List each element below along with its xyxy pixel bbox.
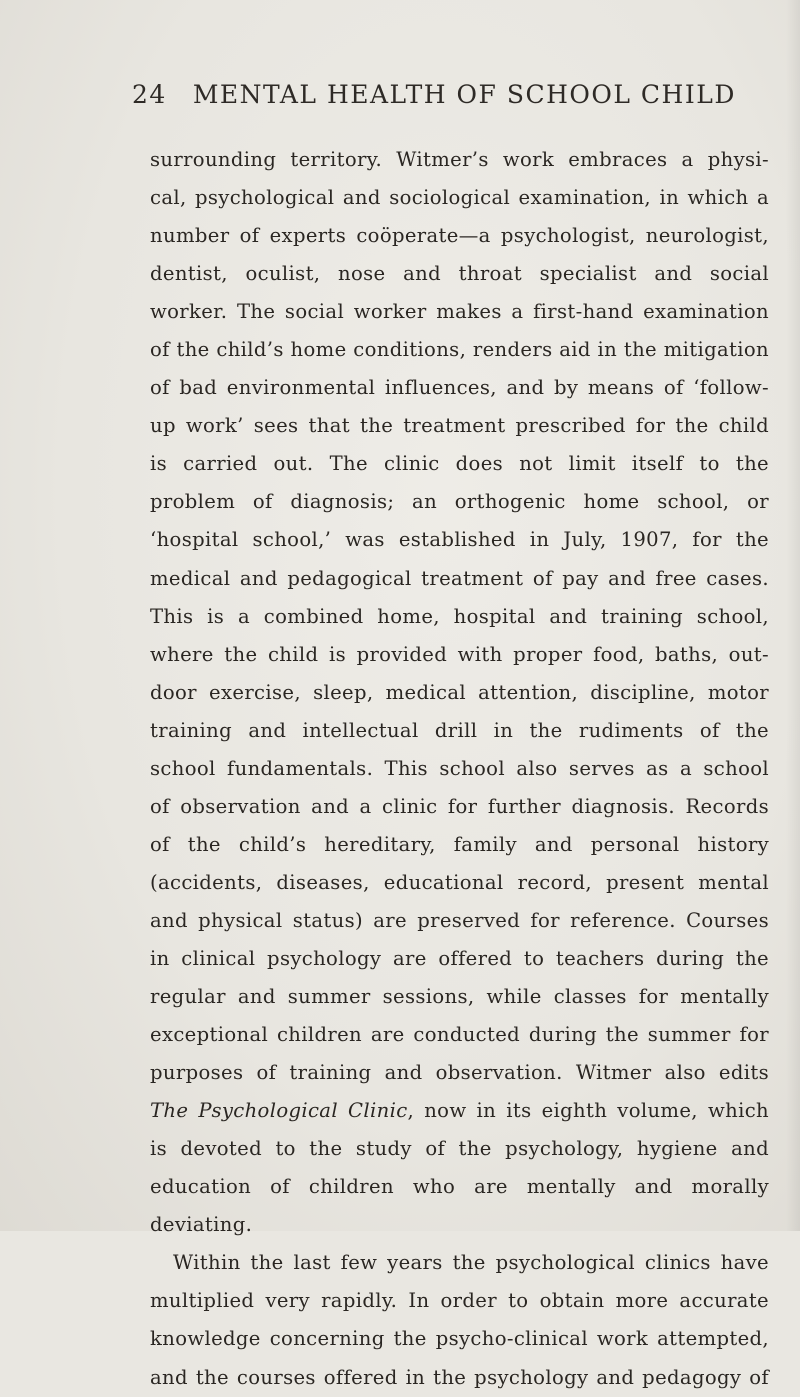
text-line: This is a combined home, hospital and training school,	[150, 604, 769, 628]
text-line: in clinical psychology are offered to teachers during the	[150, 946, 769, 970]
page-edge-shadow	[786, 0, 800, 1231]
text-line: school fundamentals. This school also serves as a school	[150, 756, 769, 780]
text-line: up work’ sees that the treatment prescribed for the child	[150, 414, 769, 438]
text-line: door exercise, sleep, medical attention, discipline, motor	[150, 680, 769, 704]
text-line: worker. The social worker makes a first-hand examination	[150, 300, 769, 324]
body-text	[150, 141, 769, 1397]
text-line: and the courses offered in the psychology and pedagogy of	[150, 1365, 769, 1389]
text-line: and physical status) are preserved for reference. Courses	[150, 908, 769, 932]
text-line: exceptional children are conducted during the summer for	[150, 1023, 769, 1047]
text-line: cal, psychological and sociological examination, in which a	[150, 186, 769, 210]
text-line: education of children who are mentally and morally	[150, 1175, 769, 1199]
text-line: (accidents, diseases, educational record, present mental	[150, 870, 769, 894]
text-line: purposes of training and observation. Witmer also edits	[150, 1061, 769, 1085]
text-line: of bad environmental influences, and by means of ‘follow-	[150, 376, 769, 400]
text-line-rest: , now in its eighth volume, which	[407, 1099, 769, 1123]
journal-title: The Psychological Clinic	[150, 1099, 408, 1123]
text-line: regular and summer sessions, while classes for mentally	[150, 985, 769, 1009]
text-line: knowledge concerning the psycho-clinical work attempted,	[150, 1327, 769, 1351]
text-line: dentist, oculist, nose and throat specialist and social	[150, 262, 769, 286]
text-line: is carried out. The clinic does not limit itself to the	[150, 452, 769, 476]
text-line: problem of diagnosis; an orthogenic home school, or	[150, 490, 769, 514]
text-line: where the child is provided with proper food, baths, out-	[150, 642, 769, 666]
running-title: MENTAL HEALTH OF SCHOOL CHILD	[192, 80, 736, 109]
text-line: of observation and a clinic for further diagnosis. Records	[150, 794, 769, 818]
paragraph-start-line: Within the last few years the psychological clinics have	[173, 1251, 769, 1275]
text-line: of the child’s home conditions, renders aid in the mitigation	[150, 338, 769, 362]
text-line: training and intellectual drill in the rudiments of the	[150, 718, 769, 742]
text-line: ‘hospital school,’ was established in July, 1907, for the	[150, 528, 769, 552]
text-line: number of experts coöperate—a psychologist, neurologist,	[150, 224, 769, 248]
text-line: of the child’s hereditary, family and personal history	[150, 832, 769, 856]
text-line: multiplied very rapidly. In order to obtain more accurate	[150, 1289, 769, 1313]
text-line: medical and pedagogical treatment of pay and free cases.	[150, 566, 769, 590]
text-line-italic-title	[150, 1092, 769, 1130]
text-line: deviating.	[150, 1213, 253, 1237]
text-line: surrounding territory. Witmer’s work embraces a physi-	[150, 148, 769, 171]
running-head	[132, 80, 736, 109]
page-number: 24	[132, 80, 167, 109]
text-line: is devoted to the study of the psychology, hygiene and	[150, 1137, 769, 1161]
